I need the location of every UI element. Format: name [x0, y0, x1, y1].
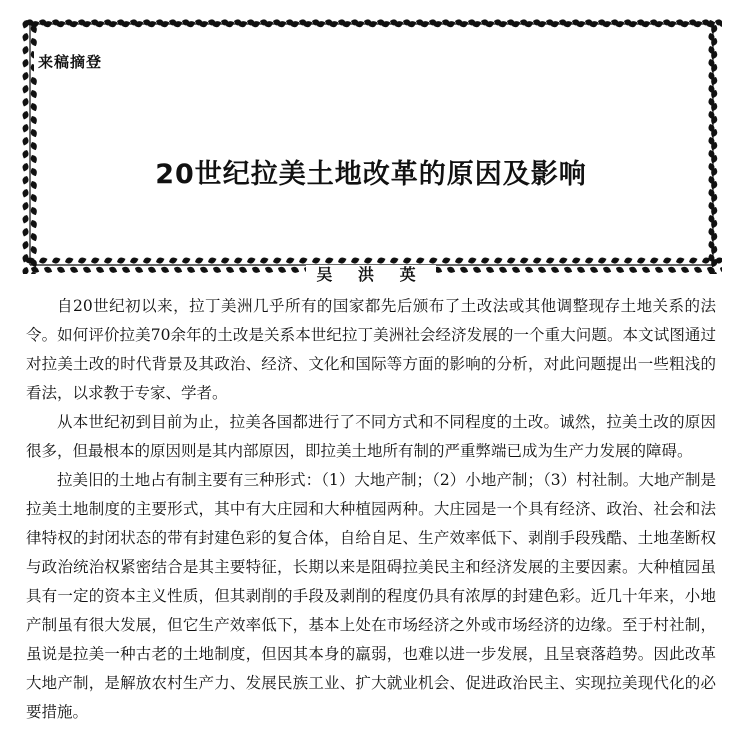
paragraph: 从本世纪初到目前为止，拉美各国都进行了不同方式和不同程度的土改。诚然，拉美土改的原因很多，但最根本的原因则是其内部原因，即拉美土地所有制的严重弊端已成为生产力发展的障碍。	[26, 413, 716, 460]
author-text: 吴 洪 英	[306, 265, 435, 284]
paragraph: 自20世纪初以来，拉丁美洲几乎所有的国家都先后颁布了土改法或其他调整现存土地关系的法令。如何评价拉美70余年的土改是关系本世纪拉丁美洲社会经济发展的一个重大问题。本文试图通过对拉美土改的时代背景及其政治、经济、文化和国际等方面的影响的分析，对此问题提出一些粗浅的看法，以求教于专家、学者。	[26, 297, 716, 402]
vine-border-ornament	[20, 14, 722, 274]
author-name	[20, 262, 722, 285]
section-label: 来稿摘登	[34, 51, 106, 72]
decorative-border-frame	[20, 14, 722, 284]
article-title: 20世纪拉美土地改革的原因及影响	[155, 159, 587, 190]
article-body	[26, 292, 716, 727]
paragraph: 拉美旧的土地占有制主要有三种形式：（1）大地产制；（2）小地产制；（3）村社制。大地产制是拉美土地制度的主要形式，其中有大庄园和大种植园两种。大庄园是一个具有经济、政治、社会和法律特权的封闭状态的带有封建色彩的复合体，自给自足、生产效率低下、剥削手段残酷、土地垄断权与政治统治权紧密结合是其主要特征，长期以来是阻碍拉美民主和经济发展的主要因素。大种植园虽具有一定的资本主义性质，但其剥削的手段及剥削的程度仍具有浓厚的封建色彩。近几十年来，小地产制虽有很大发展，但它生产效率低下，基本上处在市场经济之外或市场经济的边缘。至于村社制，虽说是拉美一种古老的土地制度，但因其本身的羸弱，也难以进一步发展，且呈衰落趋势。因此改革大地产制，是解放农村生产力、发展民族工业、扩大就业机会、促进政治民主、实现拉美现代化的必要措施。	[26, 471, 716, 721]
